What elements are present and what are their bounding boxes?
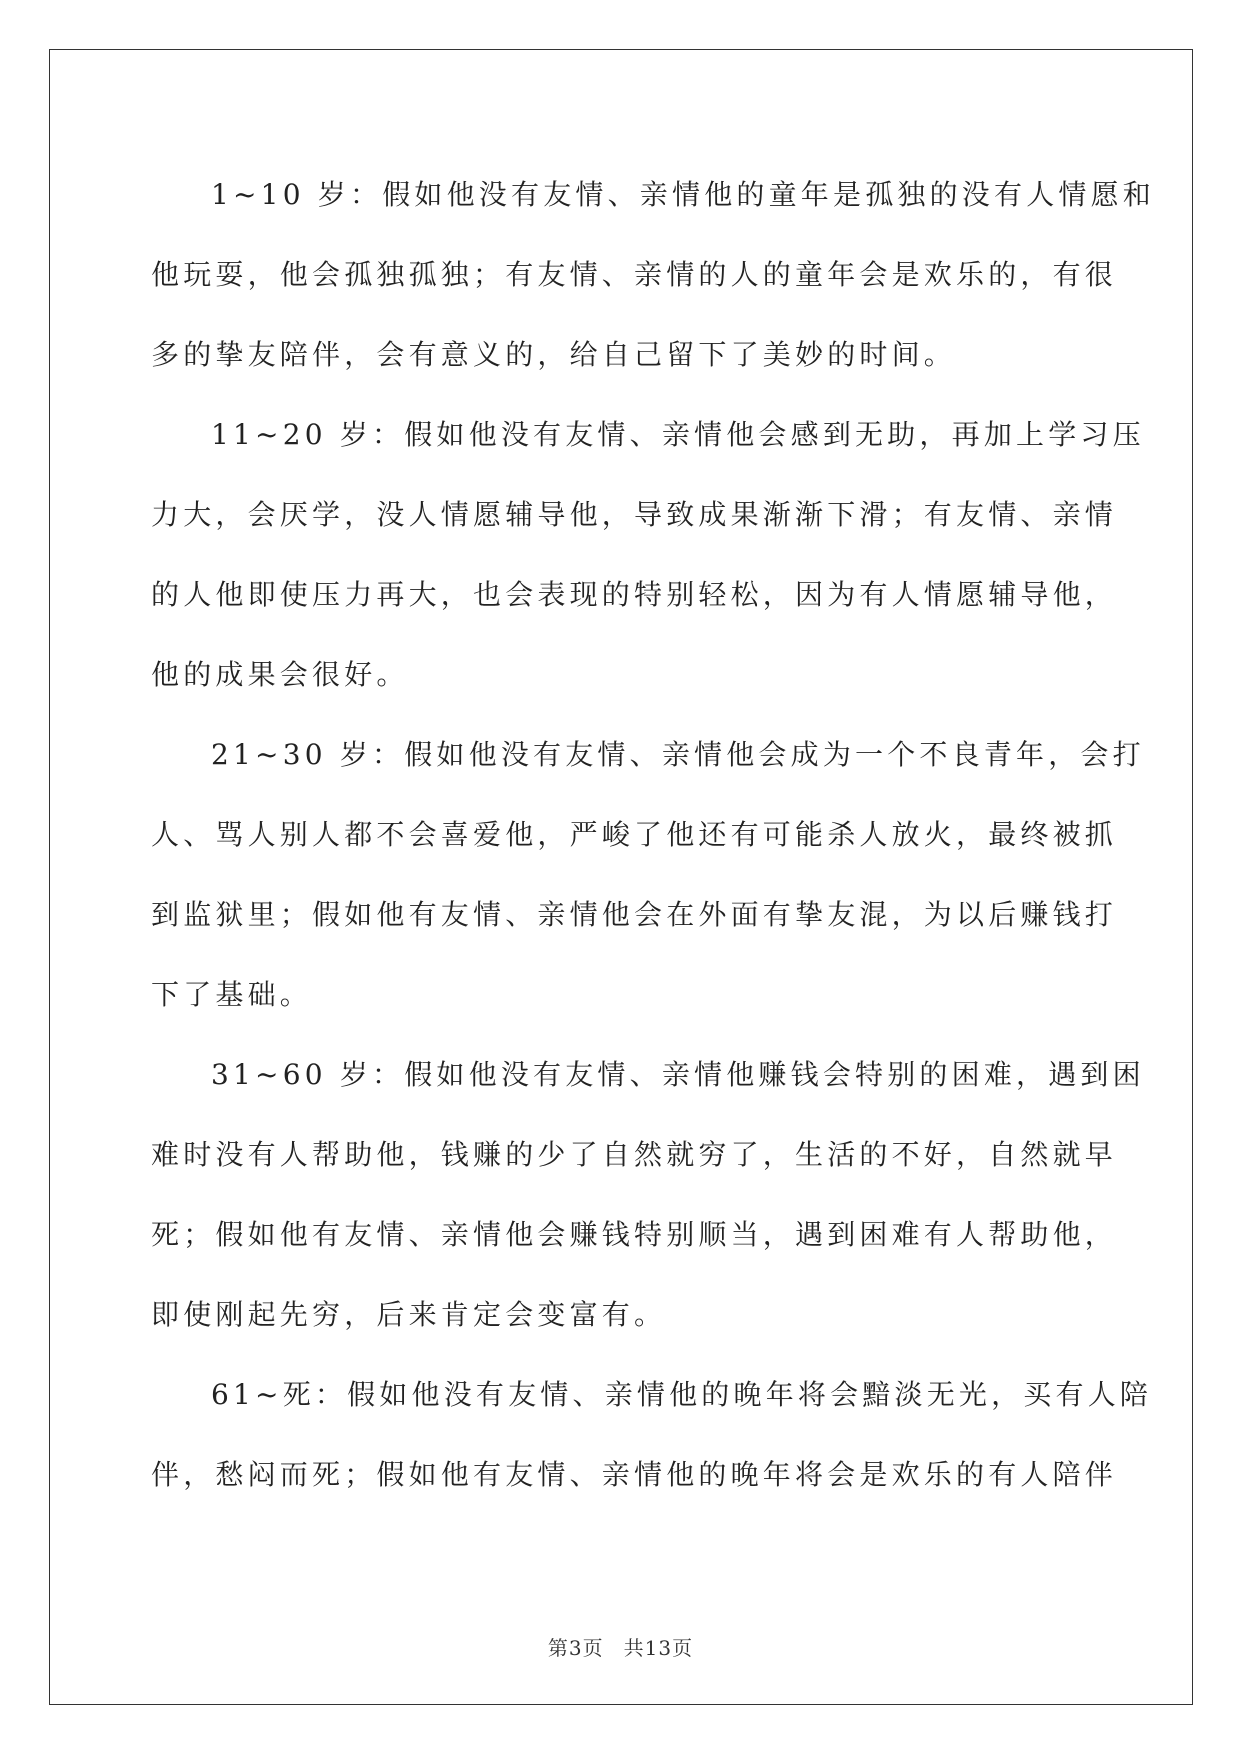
text-line: 多的挚友陪伴，会有意义的，给自己留下了美妙的时间。 — [151, 338, 957, 371]
text-line: 11~20 岁：假如他没有友情、亲情他会感到无助，再加上学习压 — [211, 418, 1145, 451]
text-line: 伴，愁闷而死；假如他有友情、亲情他的晚年将会是欢乐的有人陪伴 — [151, 1458, 1118, 1491]
text-line: 31~60 岁：假如他没有友情、亲情他赚钱会特别的困难，遇到困 — [211, 1058, 1145, 1091]
page-footer — [0, 1632, 1241, 1661]
text-line: 即使刚起先穷，后来肯定会变富有。 — [151, 1298, 667, 1331]
text-line: 人、骂人别人都不会喜爱他，严峻了他还有可能杀人放火，最终被抓 — [151, 818, 1118, 851]
text-line: 到监狱里；假如他有友情、亲情他会在外面有挚友混，为以后赚钱打 — [151, 898, 1118, 931]
text-line: 死；假如他有友情、亲情他会赚钱特别顺当，遇到困难有人帮助他， — [151, 1218, 1118, 1251]
text-line: 难时没有人帮助他，钱赚的少了自然就穷了，生活的不好，自然就早 — [151, 1138, 1118, 1171]
document-body — [151, 155, 1156, 1515]
page-total: 共13页 — [623, 1636, 694, 1660]
text-line: 1~10 岁：假如他没有友情、亲情他的童年是孤独的没有人情愿和 — [211, 178, 1156, 211]
text-line: 力大，会厌学，没人情愿辅导他，导致成果渐渐下滑；有友情、亲情 — [151, 498, 1118, 531]
text-line: 61~死：假如他没有友情、亲情他的晚年将会黯淡无光，买有人陪 — [211, 1378, 1153, 1411]
text-line: 他玩耍，他会孤独孤独；有友情、亲情的人的童年会是欢乐的，有很 — [151, 258, 1118, 291]
text-line: 21~30 岁：假如他没有友情、亲情他会成为一个不良青年，会打 — [211, 738, 1145, 771]
page-number: 第3页 — [547, 1636, 604, 1660]
text-line: 的人他即使压力再大，也会表现的特别轻松，因为有人情愿辅导他， — [151, 578, 1118, 611]
text-line: 他的成果会很好。 — [151, 658, 409, 691]
text-line: 下了基础。 — [151, 978, 313, 1011]
